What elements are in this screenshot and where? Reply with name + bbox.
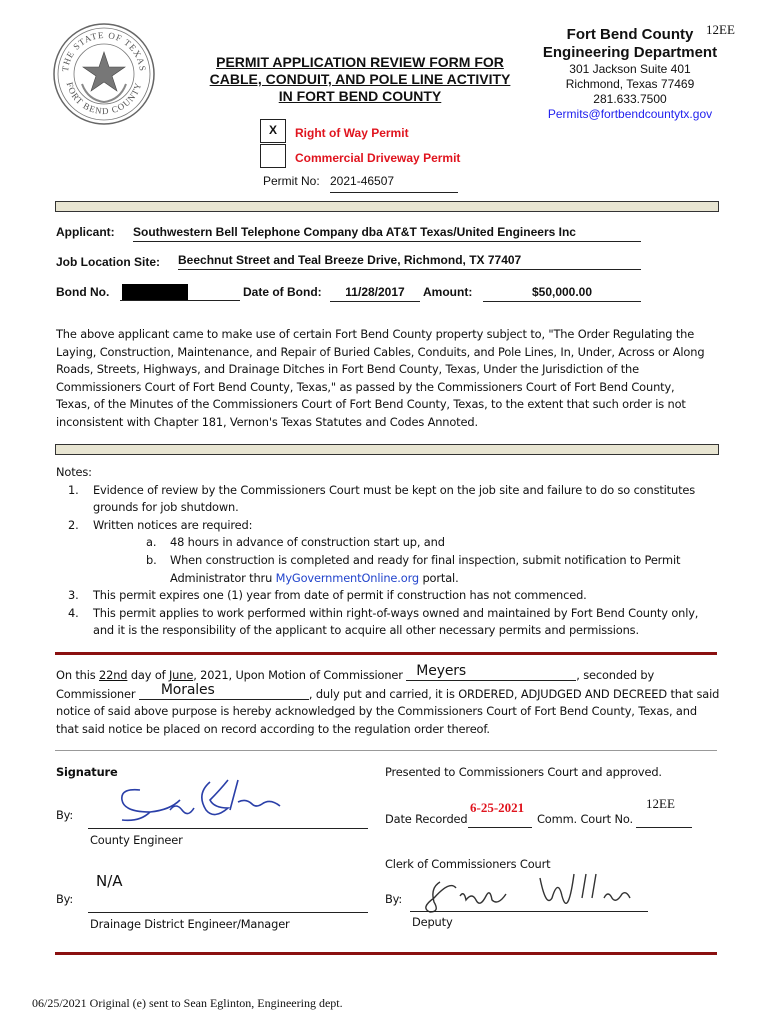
presented-statement: Presented to Commissioners Court and approved. (385, 765, 662, 779)
clerk-title: Clerk of Commissioners Court (385, 857, 551, 871)
form-title: PERMIT APPLICATION REVIEW FORM FOR CABLE, CONDUIT, AND POLE LINE ACTIVITY IN FORT BEND COUNTY (209, 54, 511, 104)
notes-heading: Notes: (56, 465, 92, 479)
amount-label: Amount: (423, 285, 473, 299)
applicant-value: Southwestern Bell Telephone Company dba AT&T Texas/United Engineers Inc (133, 225, 641, 242)
divider-line (55, 952, 717, 955)
redaction-block (122, 284, 188, 300)
bond-no-label: Bond No. (56, 285, 110, 299)
drainage-signature-line (88, 912, 368, 913)
by-label-clerk: By: (385, 892, 403, 906)
by-label-engineer: By: (56, 808, 74, 822)
by-label-drainage: By: (56, 892, 74, 906)
divider-line (55, 652, 717, 655)
date-of-bond-label: Date of Bond: (243, 285, 322, 299)
deputy-title: Deputy (412, 915, 453, 929)
bond-no-value (120, 284, 240, 301)
order-day: 22nd (99, 668, 128, 682)
job-location-value: Beechnut Street and Teal Breeze Drive, Richmond, TX 77407 (178, 253, 641, 270)
order-month: June (168, 668, 194, 682)
drainage-signature-value: N/A (96, 872, 123, 890)
county-seal (52, 22, 156, 126)
signature-heading: Signature (56, 765, 118, 779)
permit-no-value: 2021-46507 (330, 174, 458, 193)
county-engineer-signature (110, 770, 290, 830)
applicant-label: Applicant: (56, 225, 115, 239)
date-recorded-value: 6-25-2021 (470, 800, 525, 815)
notes-section: Notes: 1. Evidence of review by the Commissioners Court must be kept on the job site and failure to do so constitutes grounds for job shutdown. 2. Written notices are required: a. 48 hours in advance of construction start up, and b. When construction is completed and ready for final inspection, submit notification to Permit Administrator thru MyGovernmentOnline.org portal. 3. This permit expires one (1) year from date of permit if construction has not commenced. 4. This permit applies to work performed within right-of-ways owned and maintained by Fort Bend County only, and it is the responsibility of the applicant to acquire all other necessary permits and permissions. (56, 464, 736, 640)
comm-court-value: 12EE (646, 796, 675, 811)
checkbox-mark: X (268, 123, 277, 137)
comm-court-field (636, 818, 692, 828)
seconding-commissioner: Morales (160, 681, 215, 698)
county-name: Fort Bend County (566, 26, 694, 43)
drainage-engineer-title: Drainage District Engineer/Manager (90, 917, 290, 931)
mygovernmentonline-link[interactable]: MyGovernmentOnline.org (275, 570, 419, 585)
comm-court-label: Comm. Court No. (537, 812, 633, 826)
department-name: Engineering Department (542, 44, 718, 61)
date-recorded-label: Date Recorded (385, 812, 468, 826)
commercial-driveway-permit-label: Commercial Driveway Permit (295, 151, 461, 165)
motion-commissioner: Meyers (416, 663, 467, 679)
section-divider-bar (55, 444, 719, 455)
checkbox-row-of-way[interactable] (260, 119, 286, 143)
footer-note: 06/25/2021 Original (e) sent to Sean Eglinton, Engineering dept. (32, 996, 343, 1010)
seal-top-text: THE STATE OF TEXAS (59, 29, 148, 73)
seal-bottom-text: FORT BEND COUNTY (64, 80, 144, 117)
order-reference-paragraph: The above applicant came to make use of certain Fort Bend County property subject to, "The Order Regulating the Laying, Construction, Maintenance, and Repair of Buried Cables, Conduits, and Pole Lines, In, Under, Across or Along Roads, Streets, Highways, and Drainage Ditches in Fort Bend County, Texas, Under the Jurisdiction of the Commissioners Court of Fort Bend County, Texas," as passed by the Commissioners Court of Fort Bend County, Texas, of the Minutes of the Commissioners Court of Fort Bend County, Texas, to the extent that such order is not inconsistent with Chapter 181, Vernon's Texas Statutes and Codes Annoted. (56, 327, 705, 429)
county-engineer-title: County Engineer (90, 833, 183, 847)
agenda-item-label: 12EE (706, 22, 735, 37)
department-header: Fort Bend County Engineering Department 301 Jackson Suite 401 Richmond, Texas 77469 281.633.7500 Permits@fortbendcountytx.gov (530, 26, 730, 122)
divider-line (55, 750, 717, 751)
section-divider-bar (55, 201, 719, 212)
right-of-way-permit-label: Right of Way Permit (295, 126, 409, 140)
date-of-bond-value: 11/28/2017 (330, 285, 420, 302)
job-location-label: Job Location Site: (56, 255, 161, 269)
permit-no-label: Permit No: (263, 174, 320, 188)
amount-value: $50,000.00 (483, 285, 641, 302)
engineer-signature-line (88, 828, 368, 829)
order-paragraph: On this 22nd day of June, 2021, Upon Motion of Commissioner Meyers , seconded by Commissioner Morales , duly put and carried, it is ORDERED, ADJUDGED AND DECREED that said notice of said above purpose is hereby acknowledged by the Commissioners Court of Fort Bend County, Texas, and that said notice be placed on record according to the regulation order thereof. (56, 663, 720, 736)
clerk-signature-line (410, 911, 648, 912)
checkbox-commercial-driveway[interactable] (260, 144, 286, 168)
email-link[interactable]: Permits@fortbendcountytx.gov (547, 107, 713, 121)
date-recorded-field (468, 818, 532, 828)
